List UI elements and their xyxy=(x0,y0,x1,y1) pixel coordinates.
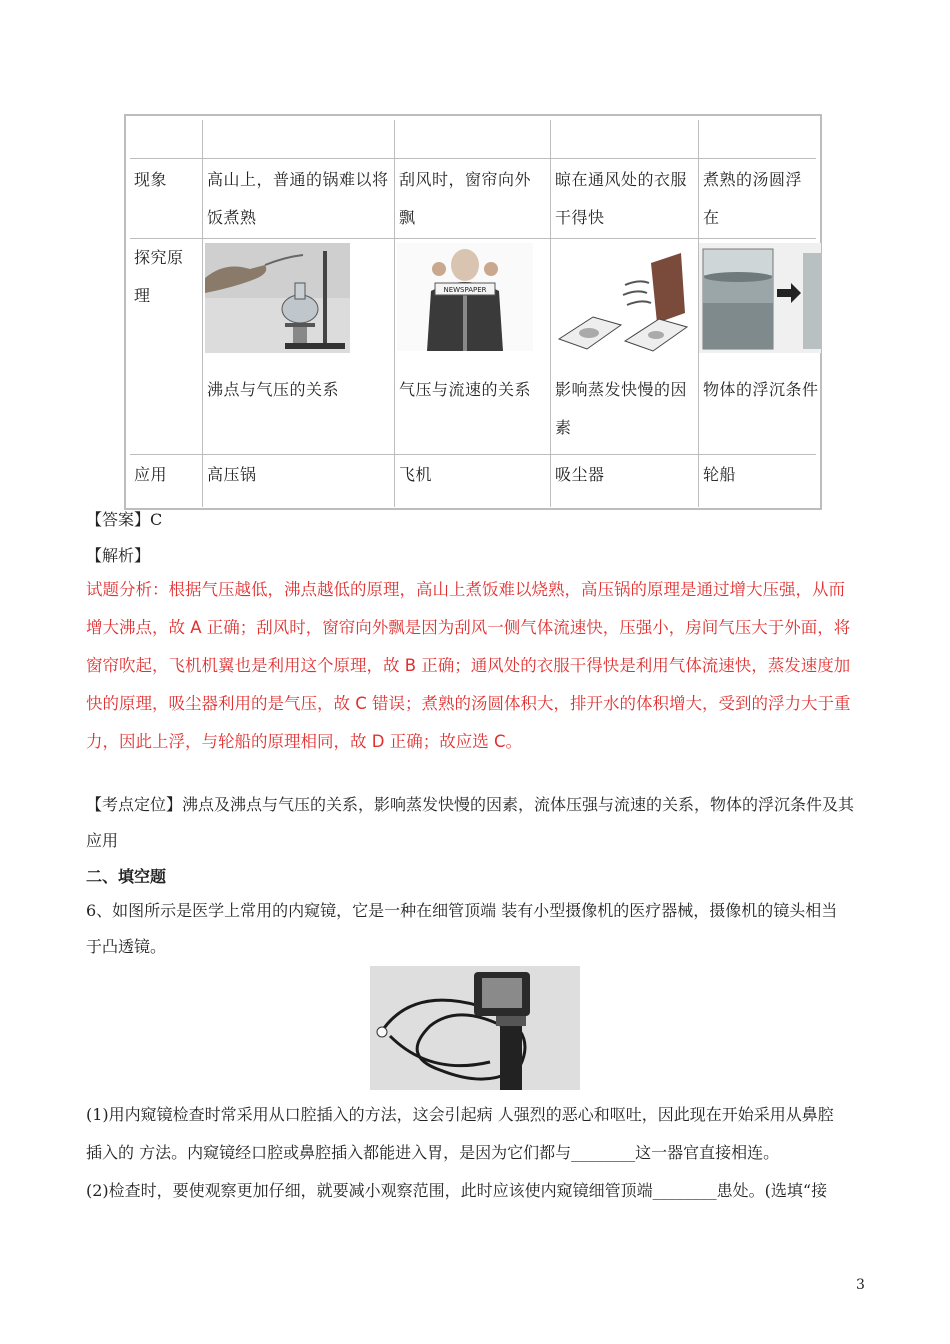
kaodian-line: 【考点定位】沸点及沸点与气压的关系，影响蒸发快慢的因素，流体压强与流速的关系，物体的浮沉条件及其 xyxy=(86,795,855,814)
boiling-experiment-image xyxy=(205,243,350,353)
svg-text:NEWSPAPER: NEWSPAPER xyxy=(443,286,487,294)
table-cell: 沸点与气压的关系 xyxy=(202,239,394,455)
question-6-part-1: 插入的 方法。内窥镜经口腔或鼻腔插入都能进入胃，是因为它们都与________这一器官直接相连。 xyxy=(86,1143,780,1162)
table-row-principle xyxy=(130,238,819,455)
table-cell: 高山上，普通的锅难以将 饭煮熟 xyxy=(202,159,394,239)
table-cell xyxy=(202,120,394,158)
table-cell: 轮船 xyxy=(698,455,820,507)
table-cell xyxy=(550,120,698,158)
analysis-text-line: 力，因此上浮，与轮船的原理相同，故 D 正确；故应选 C。 xyxy=(86,732,522,751)
table-cell: 煮熟的汤圆浮在 xyxy=(698,159,820,239)
table-cell: 飞机 xyxy=(394,455,550,507)
page-number: 3 xyxy=(856,1277,865,1293)
buoyancy-experiment-image xyxy=(699,243,821,353)
row-label-application: 应用 xyxy=(134,465,168,484)
endoscope-image xyxy=(370,966,580,1090)
table-cell xyxy=(698,120,820,158)
analysis-heading: 【解析】 xyxy=(86,546,151,565)
table-cell: 影响蒸发快慢的因 素 xyxy=(550,239,698,455)
table-row-application xyxy=(130,454,816,507)
question-6-text: 于凸透镜。 xyxy=(86,937,167,956)
row-label-phenomenon: 现象 xyxy=(134,170,168,189)
table-cell: 高压锅 xyxy=(202,455,394,507)
table-cell xyxy=(394,120,550,158)
evaporation-experiment-image xyxy=(553,243,695,355)
table-cell: NEWSPAPER 气压与流速的关系 xyxy=(394,239,550,455)
analysis-text-line: 窗帘吹起，飞机机翼也是利用这个原理，故 B 正确；通风处的衣服干得快是利用气体流速快，蒸发速度加 xyxy=(86,656,851,675)
analysis-text-line: 快的原理，吸尘器利用的是气压，故 C 错误；煮熟的汤圆体积大，排开水的体积增大，受到的浮力大于重 xyxy=(86,694,851,713)
section-heading: 二、填空题 xyxy=(86,867,167,886)
row-label-principle: 探究原理 xyxy=(134,248,184,305)
table-header-row xyxy=(130,120,816,158)
table-row-phenomenon xyxy=(130,158,816,239)
kaodian-line: 应用 xyxy=(86,831,119,850)
question-6-part-1: (1)用内窥镜检查时常采用从口腔插入的方法，这会引起病 人强烈的恶心和呕吐，因此现在开始采用从鼻腔 xyxy=(86,1105,834,1124)
table-cell: 物体的浮沉条件 xyxy=(698,239,820,455)
question-6-part-2: (2)检查时，要使观察更加仔细，就要减小观察范围，此时应该使内窥镜细管顶端________患处。(选填“接 xyxy=(86,1181,828,1200)
table-cell: 刮风时，窗帘向外飘 xyxy=(394,159,550,239)
table-cell: 吸尘器 xyxy=(550,455,698,507)
comparison-table xyxy=(124,114,822,510)
analysis-text-line: 增大沸点，故 A 正确；刮风时，窗帘向外飘是因为刮风一侧气体流速快，压强小，房间气压大于外面，将 xyxy=(86,618,851,637)
flow-speed-experiment-image xyxy=(397,243,533,351)
answer-line: 【答案】C xyxy=(86,510,163,529)
table-cell: 晾在通风处的衣服 干得快 xyxy=(550,159,698,239)
table-cell xyxy=(130,120,202,158)
analysis-text-line: 试题分析：根据气压越低，沸点越低的原理，高山上煮饭难以烧熟，高压锅的原理是通过增大压强，从而 xyxy=(86,580,845,599)
question-6-text: 6、如图所示是医学上常用的内窥镜，它是一种在细管顶端 装有小型摄像机的医疗器械，摄像机的镜头相当 xyxy=(86,901,838,920)
